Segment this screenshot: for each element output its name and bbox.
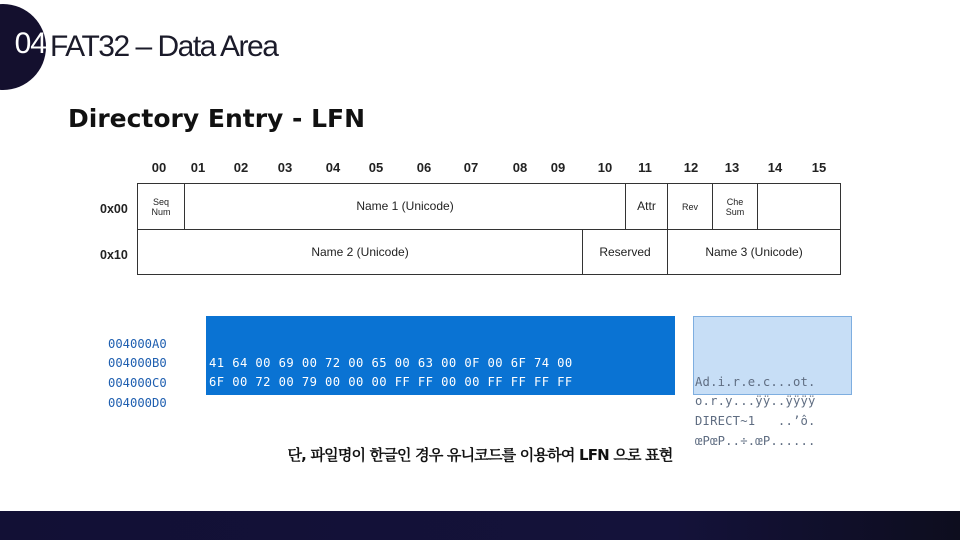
seq-num-label-2: Num [151,206,171,217]
byte-header: 06 [416,160,432,175]
rev-cell [667,183,713,230]
hex-ascii: o.r.y...ÿÿ..ÿÿÿÿ [695,394,816,408]
hex-offset: 004000B0 [108,356,167,370]
seq-num-label-1: Seq [152,196,169,207]
hex-bytes: 44 49 52 45 43 54 7E 31 20 20 20 10 00 92 F4 11 [209,395,573,409]
byte-header: 11 [638,160,652,175]
hex-bytes: 9C 50 9C 50 00 00 F7 09 9C 50 08 00 00 00 00 00 [209,415,573,429]
seq-num-cell [137,183,185,230]
byte-header: 05 [368,160,384,175]
section-number: 04 [14,27,46,60]
slide-title: FAT32 – Data Area [50,30,278,63]
name2-label: Name 2 (Unicode) [311,244,409,259]
checksum-cell [712,183,758,230]
rev-label: Rev [681,201,698,212]
attr-label: Attr [637,199,656,213]
hex-ascii: Ad.i.r.e.c...ot. [695,375,816,389]
hex-bytes: 41 64 00 69 00 72 00 65 00 63 00 0F 00 6F 74 00 [209,356,573,370]
name1-cell [184,183,626,230]
byte-header: 01 [190,160,206,175]
name3-cell [667,229,841,275]
hex-offset: 004000A0 [108,337,167,351]
byte-header: 04 [325,160,341,175]
reserved-cell [582,229,668,275]
byte-header: 08 [512,160,528,175]
hex-offset: 004000D0 [108,396,167,410]
byte-header: 12 [683,160,699,175]
byte-header: 14 [767,160,783,175]
hex-ascii: œPœP..÷.œP...... [695,434,816,448]
row-offset-label: 0x00 [100,202,128,216]
reserved-label: Reserved [599,244,651,259]
hex-ascii: DIRECT~1 ..’ô. [695,414,816,428]
byte-header: 13 [724,160,740,175]
byte-header: 07 [463,160,479,175]
slide-subtitle: Directory Entry - LFN [68,104,366,133]
byte-header: 09 [550,160,566,175]
footer-bar [0,511,960,540]
checksum-label-1: Che [726,196,744,207]
name1-label: Name 1 (Unicode) [356,199,454,213]
byte-header: 02 [233,160,249,175]
hex-bytes: 6F 00 72 00 79 00 00 00 FF FF 00 00 FF FF FF FF [209,375,573,389]
hex-offset: 004000C0 [108,376,167,390]
byte-header: 03 [277,160,293,175]
attr-cell [625,183,668,230]
slide-caption: 단, 파일명이 한글인 경우 유니코드를 이용하여 LFN 으로 표현 [287,446,673,464]
empty-cell [757,183,841,230]
checksum-label-2: Sum [725,206,745,217]
byte-header: 00 [151,160,167,175]
byte-header: 10 [597,160,613,175]
name3-label: Name 3 (Unicode) [705,244,803,259]
byte-header: 15 [811,160,827,175]
name2-cell [137,229,583,275]
row-offset-label: 0x10 [100,248,128,262]
